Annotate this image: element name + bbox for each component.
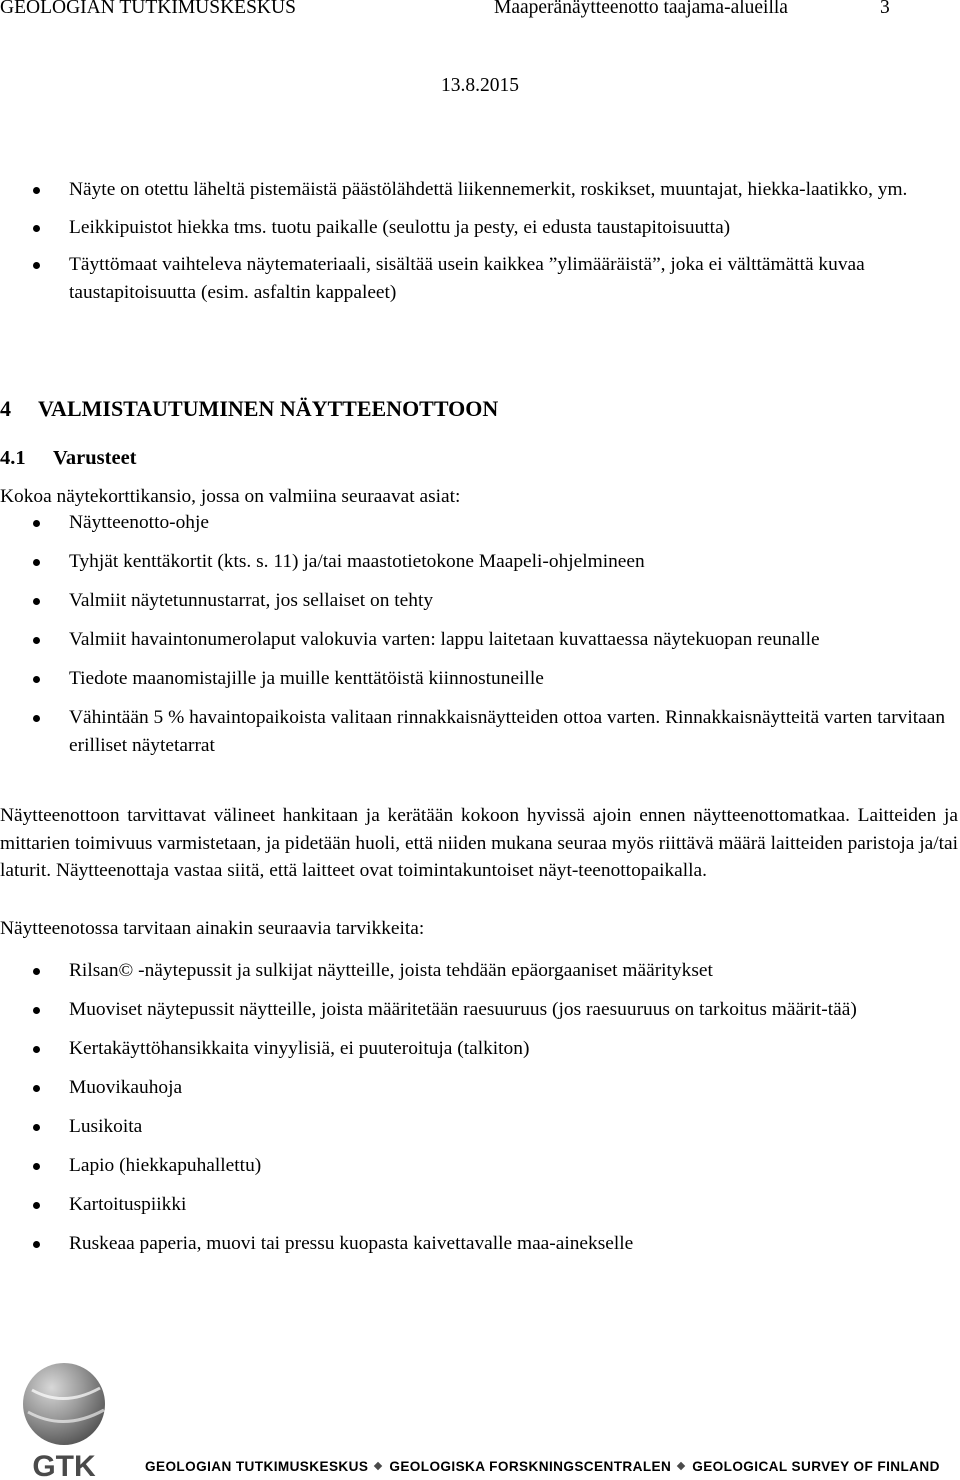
list-item-text: Täyttömaat vaihteleva näytemateriaali, sisältää usein kaikkea ”ylimääräistä”, joka ei välttämättä kuvaa taustapitoisuutta (esim. asfaltin kappaleet) — [69, 254, 865, 303]
bullet-icon — [33, 1085, 40, 1092]
footer-org-sv: GEOLOGISKA FORSKNINGSCENTRALEN — [389, 1459, 672, 1474]
list-item-text: Näyte on otettu läheltä pistemäistä päästölähdettä liikennemerkit, roskikset, muuntajat, hiekka-laatikko, ym. — [69, 179, 908, 200]
list-item — [0, 957, 956, 985]
list-item-text: Kertakäyttöhansikkaita vinyylisiä, ei puuteroituja (talkiton) — [69, 1038, 530, 1059]
bullet-icon — [33, 520, 40, 527]
list-item — [0, 509, 956, 537]
list-item — [0, 996, 956, 1024]
section-title: VALMISTAUTUMINEN NÄYTTEENOTTOON — [38, 396, 499, 421]
list-item-text: Ruskeaa paperia, muovi tai pressu kuopasta kaivettavalle maa-ainekselle — [69, 1233, 634, 1254]
bullet-icon — [33, 1046, 40, 1053]
gtk-logo — [22, 1360, 106, 1480]
supplies-list — [0, 957, 956, 1258]
list-item-text: Valmiit havaintonumerolaput valokuvia varten: lappu laitetaan kuvattaessa näytekuopan reunalle — [69, 629, 820, 650]
list-item — [0, 1113, 956, 1141]
equipment-paragraph: Näytteenottoon tarvittavat välineet hankitaan ja kerätään kokoon hyvissä ajoin ennen näytteenottomatkaa. Laitteiden ja mittarien toimivuus varmistetaan, ja pidetään huoli, että niiden mukana seuraa myös riittävä määrä laitteiden paristoja ja/tai laturit. Näytteenottaja vastaa siitä, että laitteet ovat toimintakuntoiset näyt-teenottopaikalla. — [0, 805, 958, 881]
subsection-number: 4.1 — [0, 447, 26, 469]
section-number: 4 — [0, 396, 11, 421]
bullet-icon — [33, 1124, 40, 1131]
list-item — [0, 626, 956, 654]
list-item-text: Muovikauhoja — [69, 1077, 183, 1098]
list-item — [0, 176, 956, 204]
header-document-title: Maaperänäytteenotto taajama-alueilla — [494, 0, 788, 18]
logo-text: GTK — [32, 1450, 96, 1480]
bullet-icon — [33, 637, 40, 644]
list-item — [0, 665, 956, 693]
list-item — [0, 251, 956, 307]
list-item — [0, 214, 956, 242]
footer-org-en: GEOLOGICAL SURVEY OF FINLAND — [692, 1459, 940, 1474]
list-item-text: Vähintään 5 % havaintopaikoista valitaan rinnakkaisnäytteiden ottoa varten. Rinnakkaisnäytteitä varten tarvitaan erilliset näytetarrat — [69, 707, 946, 756]
kit-intro: Kokoa näytekorttikansio, jossa on valmiina seuraavat asiat: — [0, 486, 461, 507]
header-date: 13.8.2015 — [441, 75, 519, 96]
list-item-text: Lapio (hiekkapuhallettu) — [69, 1155, 262, 1176]
list-item-text: Valmiit näytetunnustarrat, jos sellaiset on tehty — [69, 590, 434, 611]
footer-organization-names — [145, 1458, 940, 1476]
list-item — [0, 1152, 956, 1180]
bullet-icon — [33, 1163, 40, 1170]
list-item — [0, 548, 956, 576]
list-item-text: Kartoituspiikki — [69, 1194, 187, 1215]
bullet-icon — [33, 1241, 40, 1248]
subsection-heading — [0, 444, 137, 472]
bullet-icon — [33, 187, 40, 194]
supplies-intro: Näytteenotossa tarvitaan ainakin seuraavia tarvikkeita: — [0, 918, 425, 939]
list-item — [0, 1074, 956, 1102]
list-item — [0, 587, 956, 615]
list-item-text: Muoviset näytepussit näytteille, joista määritetään raesuuruus (jos raesuuruus on tarkoitus määrit-tää) — [69, 999, 857, 1020]
bullet-icon — [33, 598, 40, 605]
bullet-icon — [33, 225, 40, 232]
list-item — [0, 1230, 956, 1258]
header-organization: GEOLOGIAN TUTKIMUSKESKUS — [0, 0, 296, 18]
kit-item-list — [0, 509, 956, 760]
list-item-text: Tyhjät kenttäkortit (kts. s. 11) ja/tai maastotietokone Maapeli-ohjelmineen — [69, 551, 645, 572]
list-item-text: Lusikoita — [69, 1116, 143, 1137]
header-page-number: 3 — [880, 0, 890, 18]
intro-bullet-list — [0, 176, 956, 307]
footer-org-fi: GEOLOGIAN TUTKIMUSKESKUS — [145, 1459, 369, 1474]
bullet-icon — [33, 1007, 40, 1014]
list-item-text: Näytteenotto-ohje — [69, 512, 209, 533]
diamond-separator-icon — [675, 1460, 688, 1472]
list-item — [0, 1035, 956, 1063]
diamond-separator-icon — [372, 1460, 385, 1472]
bullet-icon — [33, 559, 40, 566]
bullet-icon — [33, 262, 40, 269]
list-item — [0, 704, 956, 760]
list-item-text: Tiedote maanomistajille ja muille kenttätöistä kiinnostuneille — [69, 668, 544, 689]
list-item — [0, 1191, 956, 1219]
logo-globe — [23, 1363, 105, 1445]
section-heading — [0, 394, 498, 424]
bullet-icon — [33, 715, 40, 722]
bullet-icon — [33, 968, 40, 975]
bullet-icon — [33, 1202, 40, 1209]
subsection-title: Varusteet — [53, 447, 137, 469]
bullet-icon — [33, 676, 40, 683]
list-item-text: Leikkipuistot hiekka tms. tuotu paikalle (seulottu ja pesty, ei edusta taustapitoisuutta) — [69, 217, 731, 238]
list-item-text: Rilsan© -näytepussit ja sulkijat näytteille, joista tehdään epäorgaaniset määritykset — [69, 960, 713, 981]
